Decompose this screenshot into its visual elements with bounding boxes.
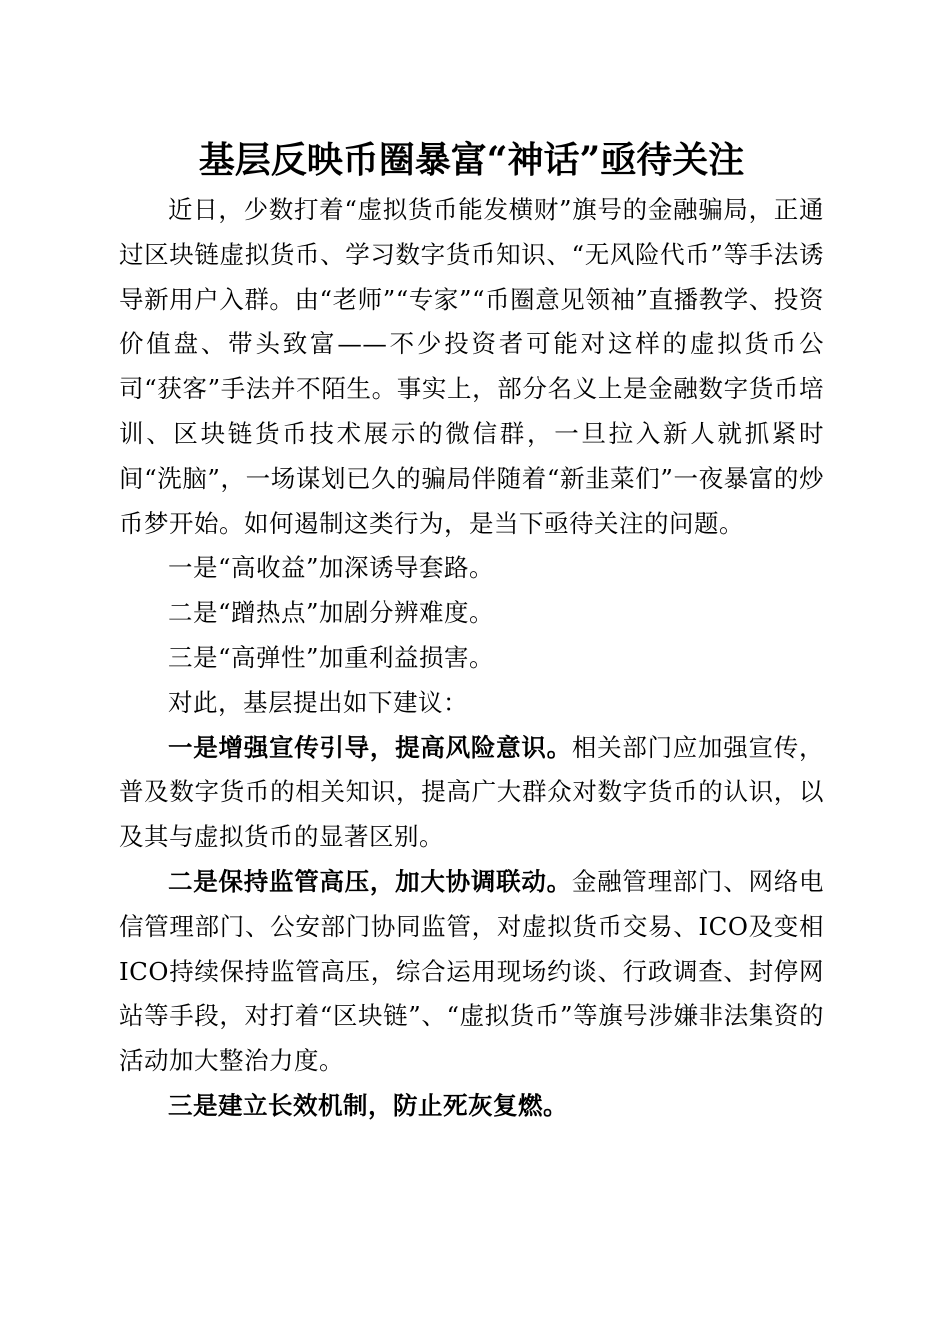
suggestion-lead-3: 三是建立长效机制，防止死灰复燃。 [168,1090,568,1120]
suggestion-paragraph-2 [119,860,824,1084]
intro-paragraph: 近日，少数打着“虚拟货币能发横财”旗号的金融骗局，正通过区块链虚拟货币、学习数字货币知识、“无风险代币”等手法诱导新用户入群。由“老师”“专家”“币圈意见领袖”直播教学、投资价值盘、带头致富——不少投资者可能对这样的虚拟货币公司“获客”手法并不陌生。事实上，部分名义上是金融数字货币培训、区块链货币技术展示的微信群，一旦拉入新人就抓紧时间“洗脑”，一场谋划已久的骗局伴随着“新韭菜们”一夜暴富的炒币梦开始。如何遏制这类行为，是当下亟待关注的问题。 [119,195,824,538]
transition-paragraph: 对此，基层提出如下建议： [168,687,468,717]
suggestion-body-2: 金融管理部门、网络电信管理部门、公安部门协同监管，对虚拟货币交易、ICO及变相ICO持续保持监管高压，综合运用现场约谈、行政调查、封停网站等手段，对打着“区块链”、“虚拟货币”等旗号涉嫌非法集资的活动加大整治力度。 [119,866,825,1076]
suggestion-paragraph-3 [119,1084,824,1129]
suggestion-paragraph-1 [119,726,824,860]
document-title: 基层反映币圈暴富“神话”亟待关注 [198,139,745,181]
problem-item-1: 一是“高收益”加深诱导套路。 [168,553,495,583]
suggestion-lead-2: 二是保持监管高压，加大协调联动。 [168,866,572,896]
document-page [119,136,824,1129]
problem-item-3: 三是“高弹性”加重利益损害。 [168,642,495,672]
problem-item-2: 二是“蹭热点”加剧分辨难度。 [168,598,495,628]
suggestion-lead-1: 一是增强宣传引导，提高风险意识。 [168,732,572,762]
suggestion-body-1: 相关部门应加强宣传，普及数字货币的相关知识，提高广大群众对数字货币的认识，以及其与虚拟货币的显著区别。 [119,732,825,852]
